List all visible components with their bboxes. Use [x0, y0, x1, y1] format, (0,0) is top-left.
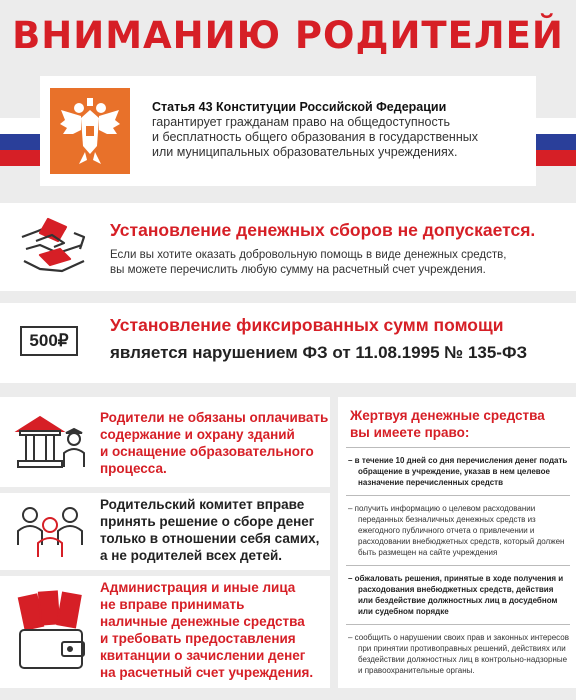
collection-card: [0, 203, 576, 291]
administration-line: наличные денежные средства: [100, 614, 305, 629]
parents-text: [100, 409, 328, 477]
building-and-person-icon: [14, 411, 90, 478]
money-and-wallet-icon: [14, 590, 90, 681]
rights-item-text: – получить информацию о целевом расходовании переданных безналичных денежных средств из ежегодного публичного отчета о привлечении и расходовании внебюджетных средств, который должен быть размещен на сайте учреждения: [348, 504, 565, 557]
parents-line: содержание и охрану зданий: [100, 427, 295, 442]
administration-line: Администрация и иные лица: [100, 580, 296, 595]
intro-line: гарантирует гражданам право на общедоступность: [152, 115, 450, 129]
administration-card: [0, 576, 330, 688]
administration-line: и требовать предоставления: [100, 631, 296, 646]
committee-text: [100, 496, 319, 564]
fixed-sums-card: [0, 303, 576, 383]
collection-line: вы можете перечислить любую сумму на расчетный счет учреждения.: [110, 264, 486, 276]
rights-heading-line: вы имеете право:: [350, 425, 470, 440]
parents-line: Родители не обязаны оплачивать: [100, 410, 329, 425]
committee-card: [0, 493, 330, 570]
committee-line: Родительский комитет вправе: [100, 497, 305, 512]
rights-item-text: – сообщить о нарушении своих прав и законных интересов при принятии противоправных решений, действиях или бездействии должностных лиц в контрольно-надзорные и правоохранительные органы.: [348, 633, 569, 675]
rights-item-text: – обжаловать решения, принятые в ходе получения и расходования внебюджетных средств, действия или бездействие должностных лиц в досудебном или судебном порядке: [348, 574, 564, 616]
rights-list: [346, 447, 570, 683]
people-group-icon: [14, 501, 90, 566]
fixed-sums-heading: Установление фиксированных сумм помощи: [110, 315, 504, 335]
list-item: [346, 565, 570, 624]
article-title: Статья 43 Конституции Российской Федерации: [152, 100, 447, 114]
list-item: [346, 495, 570, 565]
list-item: [346, 447, 570, 495]
collection-heading: Установление денежных сборов не допускается.: [110, 220, 536, 240]
intro-line: и бесплатность общего образования в государственных: [152, 130, 478, 144]
committee-line: а не родителей всех детей.: [100, 548, 283, 563]
price-tag: 500₽: [20, 326, 78, 356]
parents-line: процесса.: [100, 461, 167, 476]
constitution-text: [152, 100, 532, 160]
parents-card: [0, 397, 330, 487]
rights-heading: [350, 407, 560, 441]
administration-text: [100, 579, 313, 681]
collection-line: Если вы хотите оказать добровольную помощь в виде денежных средств,: [110, 249, 507, 261]
hands-giving-money-icon: [18, 215, 88, 277]
committee-line: только в отношении себя самих,: [100, 531, 320, 546]
double-headed-eagle-icon: [50, 88, 130, 174]
rights-card: [338, 397, 576, 688]
constitution-card: [40, 76, 536, 186]
administration-line: квитанции о зачислении денег: [100, 648, 306, 663]
parents-line: и оснащение образовательного: [100, 444, 314, 459]
intro-line: или муниципальных образовательных учреждениях.: [152, 145, 458, 159]
fixed-sums-subheading: является нарушением ФЗ от 11.08.1995 № 135-ФЗ: [110, 343, 528, 362]
page-title: ВНИМАНИЮ РОДИТЕЛЕЙ: [12, 14, 564, 57]
rights-heading-line: Жертвуя денежные средства: [350, 408, 545, 423]
administration-line: не вправе принимать: [100, 597, 245, 612]
committee-line: принять решение о сборе денег: [100, 514, 315, 529]
collection-text: [110, 248, 550, 278]
administration-line: на расчетный счет учреждения.: [100, 665, 314, 680]
rights-item-text: – в течение 10 дней со дня перечисления денег подать обращение в учреждение, указав в нем целевое назначение перечисленных средств: [348, 456, 568, 487]
list-item: [346, 624, 570, 683]
